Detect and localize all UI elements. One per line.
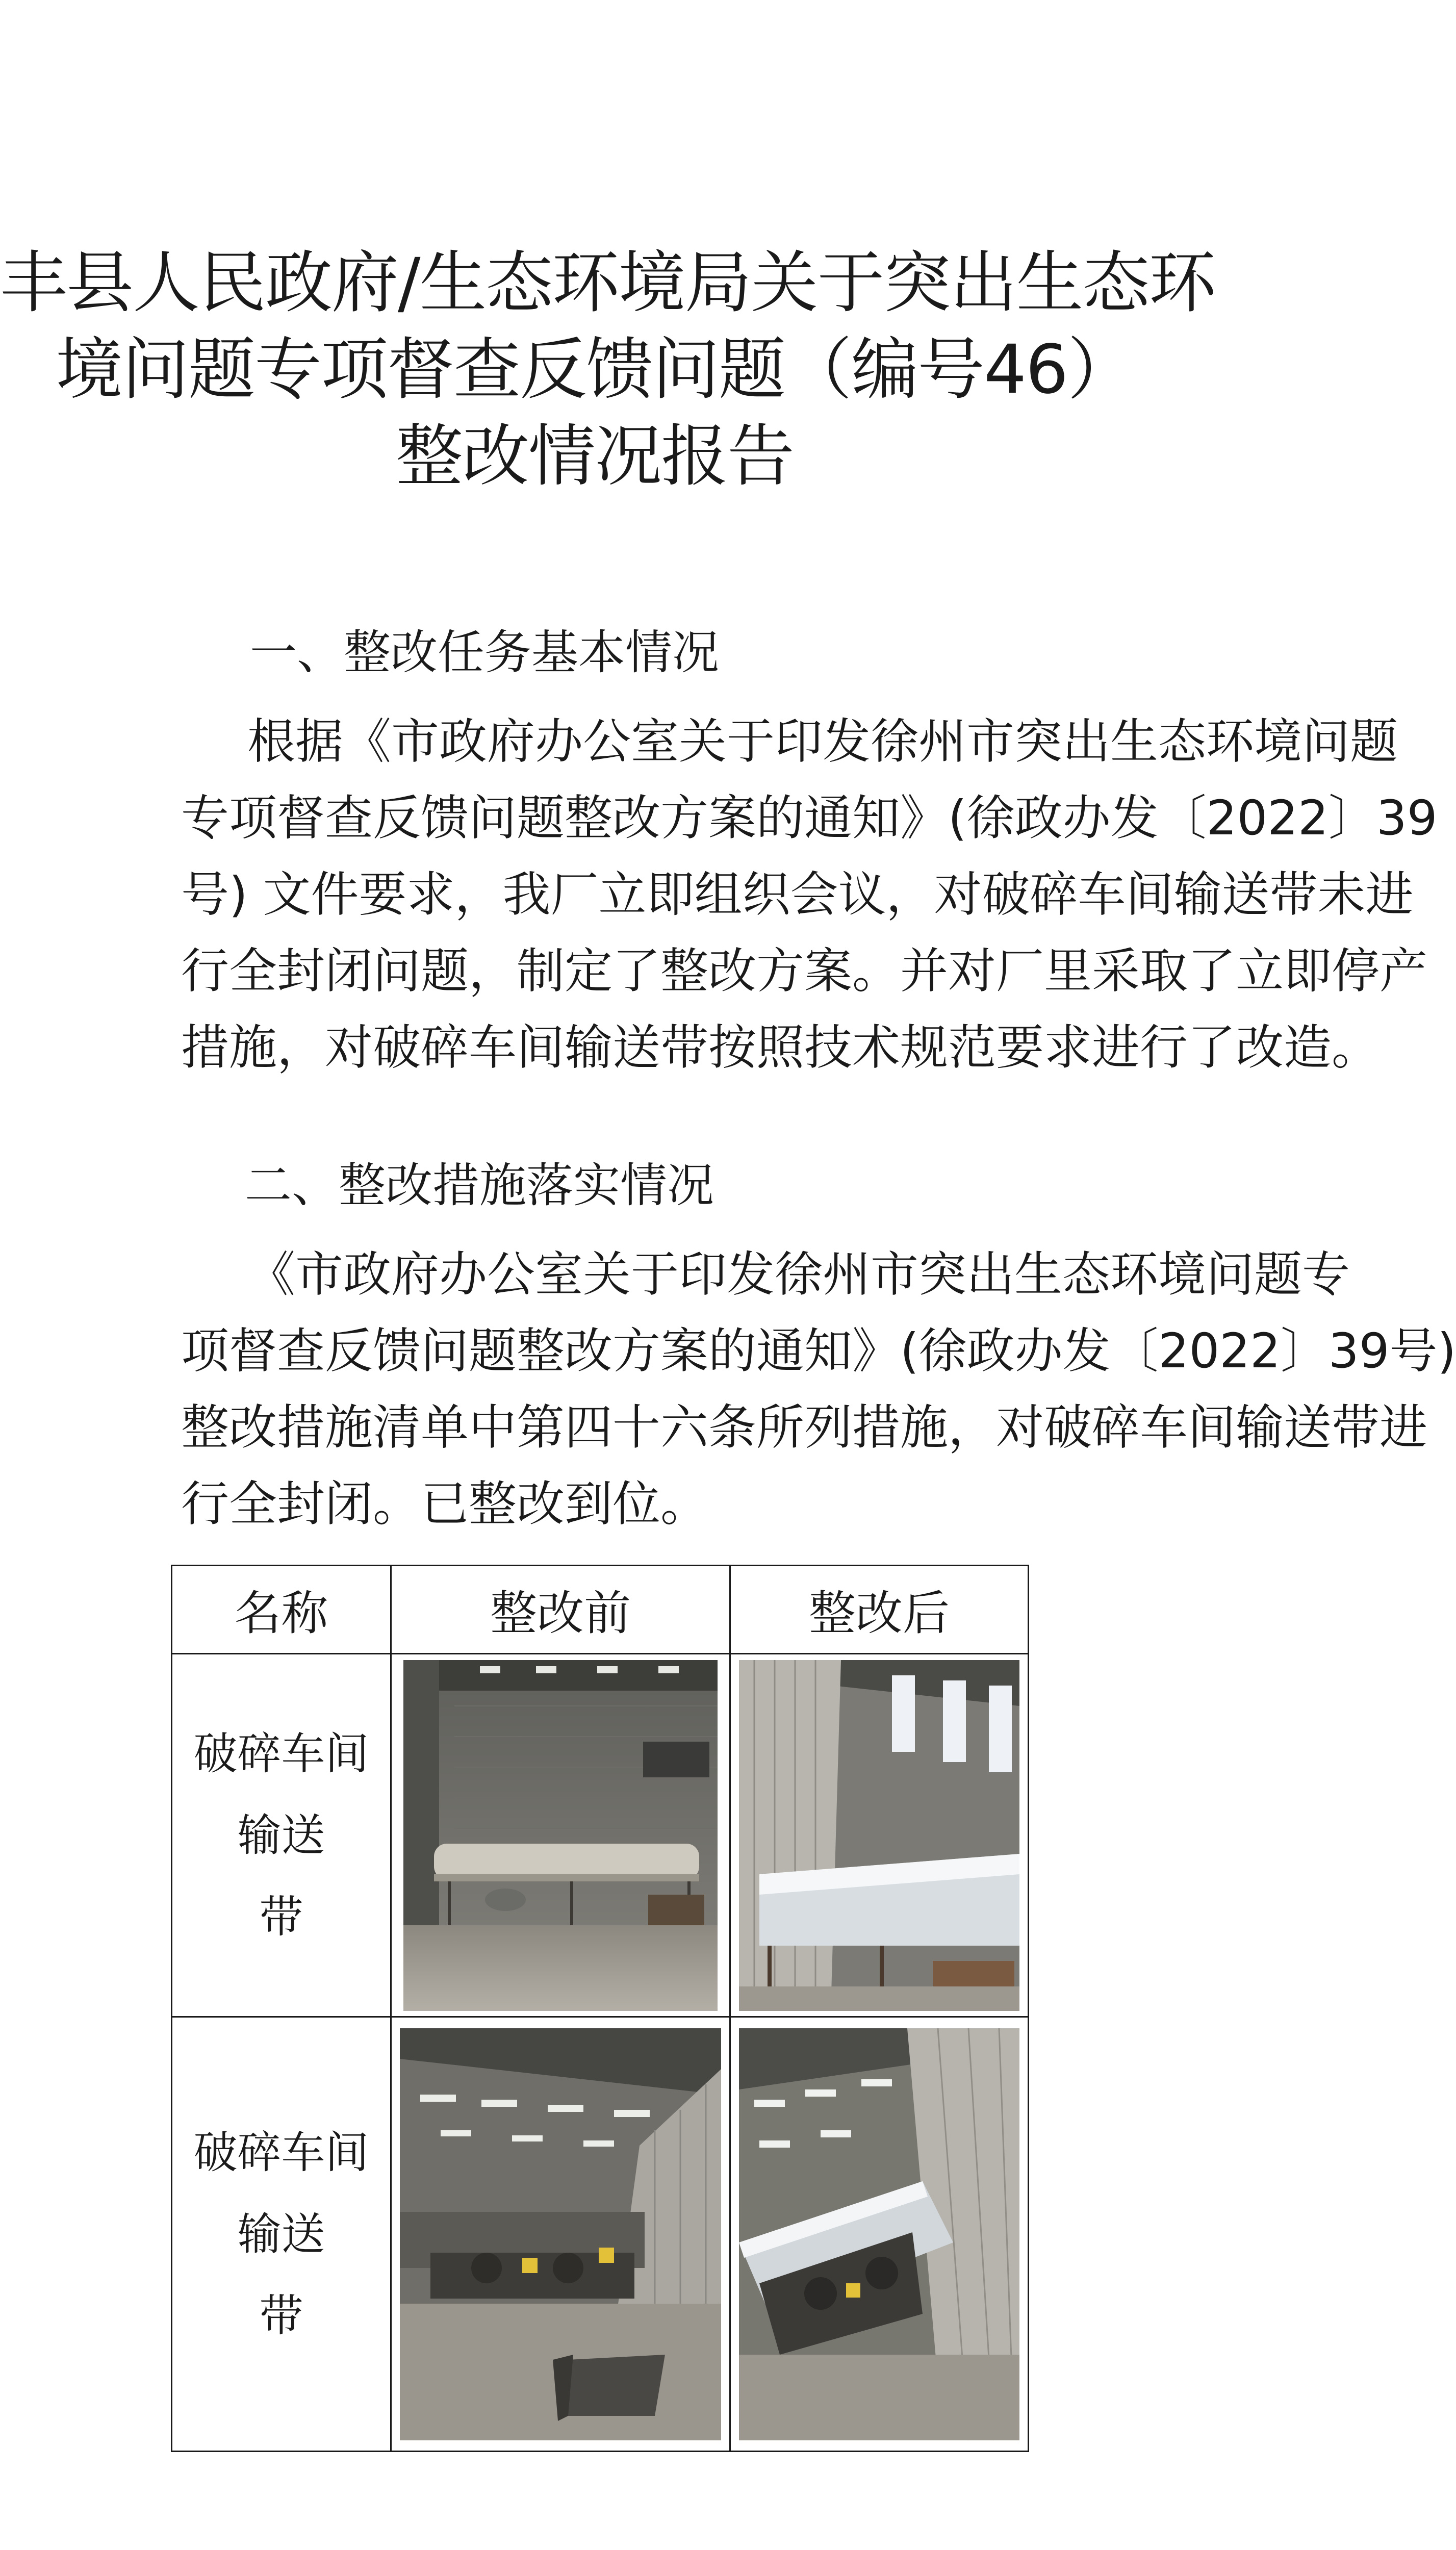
section-2-heading: 二、整改措施落实情况 [245,1158,714,1213]
row-name-line: 破碎车间输送 [193,1728,369,1861]
section-2-paragraph [181,1237,1456,1543]
before-photo-cell [391,1654,730,2017]
section-2-line: 项督查反馈问题整改方案的通知》(徐政办发〔2022〕39号) [181,1323,1456,1379]
rectification-table [171,1565,1029,2452]
title-line-3: 整改情况报告 [396,417,794,496]
row-name-cell [172,1654,391,2017]
section-1-line: 根据《市政府办公室关于印发徐州市突出生态环境问题 [247,714,1398,770]
header-name: 名称 [172,1566,391,1654]
photo-before-2 [400,2028,721,2440]
title-line-1: 丰县人民政府/生态环境局关于突出生态环 [0,244,1215,322]
section-2-line: 行全封闭。已整改到位。 [181,1476,709,1532]
header-after: 整改后 [730,1566,1029,1654]
section-1-line: 措施，对破碎车间输送带按照技术规范要求进行了改造。 [181,1020,1380,1076]
header-before: 整改前 [391,1566,730,1654]
table-header-row [172,1566,1029,1654]
after-photo-cell [730,2017,1029,2452]
photo-before-1 [403,1660,718,2011]
section-1-paragraph [181,704,1438,1086]
row-name-line: 带 [259,1891,303,1943]
row-name-line: 带 [259,2290,303,2341]
before-photo-cell [391,2017,730,2452]
after-photo-cell [730,1654,1029,2017]
section-2-line: 整改措施清单中第四十六条所列措施，对破碎车间输送带进 [181,1400,1428,1456]
table-row [172,2017,1029,2452]
section-1-line: 专项督查反馈问题整改方案的通知》(徐政办发〔2022〕39 [181,790,1438,846]
title-line-2: 境问题专项督查反馈问题（编号46） [56,330,1134,409]
section-1-line: 行全封闭问题，制定了整改方案。并对厂里采取了立即停产 [181,944,1428,999]
document-title [0,240,1215,500]
section-1-line: 号) 文件要求，我厂立即组织会议，对破碎车间输送带未进 [181,867,1414,923]
section-2-line: 《市政府办公室关于印发徐州市突出生态环境问题专 [247,1247,1350,1303]
photo-after-2 [739,2028,1019,2440]
section-1-heading: 一、整改任务基本情况 [250,625,720,680]
row-name-line: 破碎车间输送 [193,2127,369,2260]
photo-after-1 [739,1660,1019,2011]
row-name-cell [172,2017,391,2452]
table-row [172,1654,1029,2017]
